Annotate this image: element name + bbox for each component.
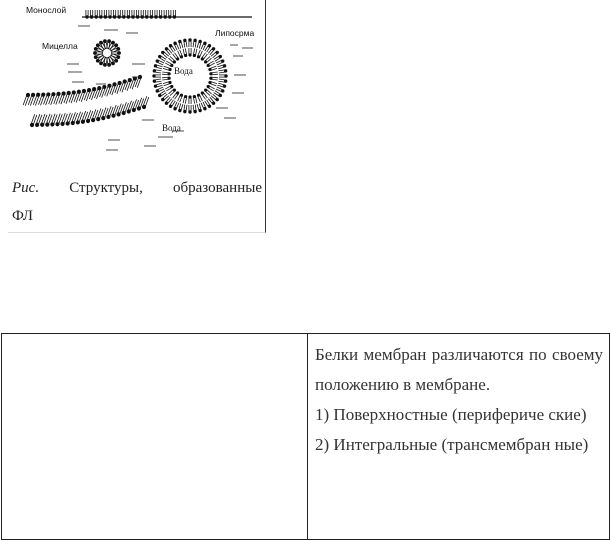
label-liposome: Липосрма	[215, 28, 255, 38]
label-water-inside: Вода	[174, 66, 193, 76]
bilayer-fragment	[23, 75, 149, 127]
label-micelle: Мицелла	[42, 41, 78, 51]
protein-type-2: 2) Интегральные (трансмембран ные)	[315, 435, 589, 454]
caption-word-1: Структуры,	[69, 180, 143, 196]
caption-word-2: образованные	[173, 180, 262, 196]
table-cell-right	[308, 334, 609, 539]
protein-type-1: 1) Поверхностные (перифериче ские)	[315, 405, 587, 424]
phospholipid-diagram	[8, 0, 266, 175]
label-water-outside: Вода	[162, 123, 181, 133]
protein-intro: Белки мембран различаются по своему положению в мембране.	[315, 345, 603, 394]
label-monolayer: Монослой	[26, 5, 67, 15]
caption-lead: Рис.	[12, 180, 40, 196]
liposome	[152, 38, 227, 113]
caption-line-2: ФЛ	[12, 208, 33, 224]
table-cell-left	[2, 334, 308, 539]
figure-caption	[12, 180, 262, 197]
membrane-proteins-table	[1, 333, 610, 540]
micelle	[93, 39, 121, 66]
figure-phospholipid-structures	[8, 0, 266, 233]
